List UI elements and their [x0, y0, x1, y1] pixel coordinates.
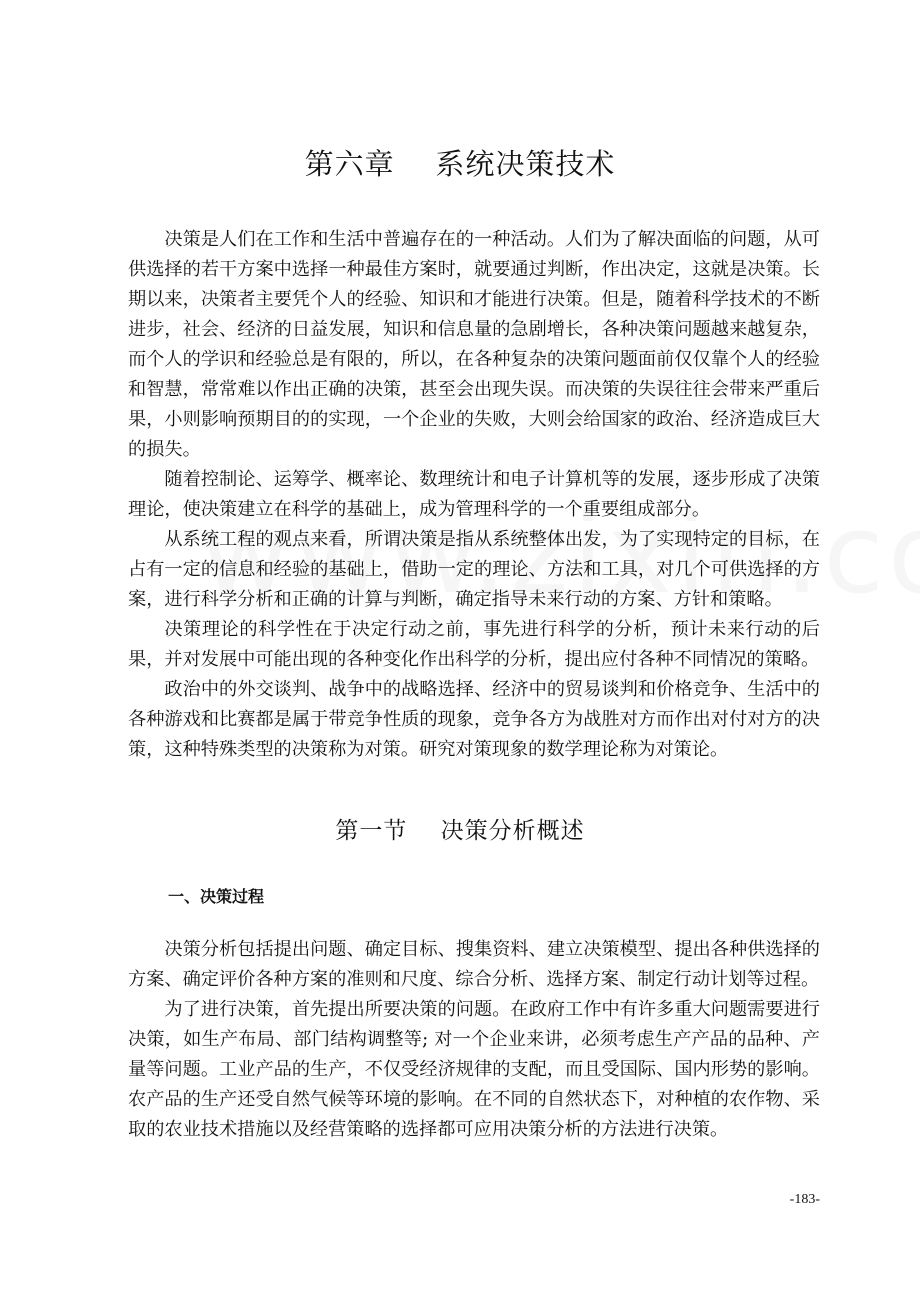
paragraph: 决策理论的科学性在于决定行动之前，事先进行科学的分析，预计未来行动的后果，并对发展中可能出现的各种变化作出科学的分析，提出应付各种不同情况的策略。 — [128, 619, 820, 670]
section-title: 第一节 决策分析概述 — [335, 818, 585, 844]
sub-heading: 一、决策过程 — [168, 887, 265, 906]
paragraph: 随着控制论、运筹学、概率论、数理统计和电子计算机等的发展，逐步形成了决策理论，使决策建立在科学的基础上，成为管理科学的一个重要组成部分。 — [128, 469, 820, 520]
page-number: -183- — [789, 1192, 820, 1207]
section-text — [128, 935, 820, 1145]
paragraph: 为了进行决策，首先提出所要决策的问题。在政府工作中有许多重大问题需要进行决策，如生产布局、部门结构调整等; 对一个企业来讲，必须考虑生产产品的品种、产量等问题。工业产品的生产，不仅受经济规律的支配，而且受国际、国内形势的影响。农产品的生产还受自然气候等环境的影响。在不同的自然状态下，对种植的农作物、采取的农业技术措施以及经营策略的选择都可应用决策分析的方法进行决策。 — [128, 999, 820, 1140]
paragraph: 从系统工程的观点来看，所谓决策是指从系统整体出发，为了实现特定的目标，在占有一定的信息和经验的基础上，借助一定的理论、方法和工具，对几个可供选择的方案，进行科学分析和正确的计算与判断，确定指导未来行动的方案、方针和策略。 — [128, 529, 820, 610]
intro-text — [128, 225, 820, 765]
chapter-title: 第六章 系统决策技术 — [304, 147, 616, 181]
paragraph: 决策分析包括提出问题、确定目标、搜集资料、建立决策模型、提出各种供选择的方案、确定评价各种方案的准则和尺度、综合分析、选择方案、制定行动计划等过程。 — [128, 939, 820, 990]
paragraph: 决策是人们在工作和生活中普遍存在的一种活动。人们为了解决面临的问题，从可供选择的若干方案中选择一种最佳方案时，就要通过判断，作出决定，这就是决策。长期以来，决策者主要凭个人的经验、知识和才能进行决策。但是，随着科学技术的不断进步，社会、经济的日益发展，知识和信息量的急剧增长，各种决策问题越来越复杂，而个人的学识和经验总是有限的，所以，在各种复杂的决策问题面前仅仅靠个人的经验和智慧，常常难以作出正确的决策，甚至会出现失误。而决策的失误往往会带来严重后果，小则影响预期目的的实现，一个企业的失败，大则会给国家的政治、经济造成巨大的损失。 — [128, 229, 820, 460]
paragraph: 政治中的外交谈判、战争中的战略选择、经济中的贸易谈判和价格竞争、生活中的各种游戏和比赛都是属于带竞争性质的现象，竞争各方为战胜对方而作出对付对方的决策，这种特殊类型的决策称为对策。研究对策现象的数学理论称为对策论。 — [128, 679, 820, 760]
